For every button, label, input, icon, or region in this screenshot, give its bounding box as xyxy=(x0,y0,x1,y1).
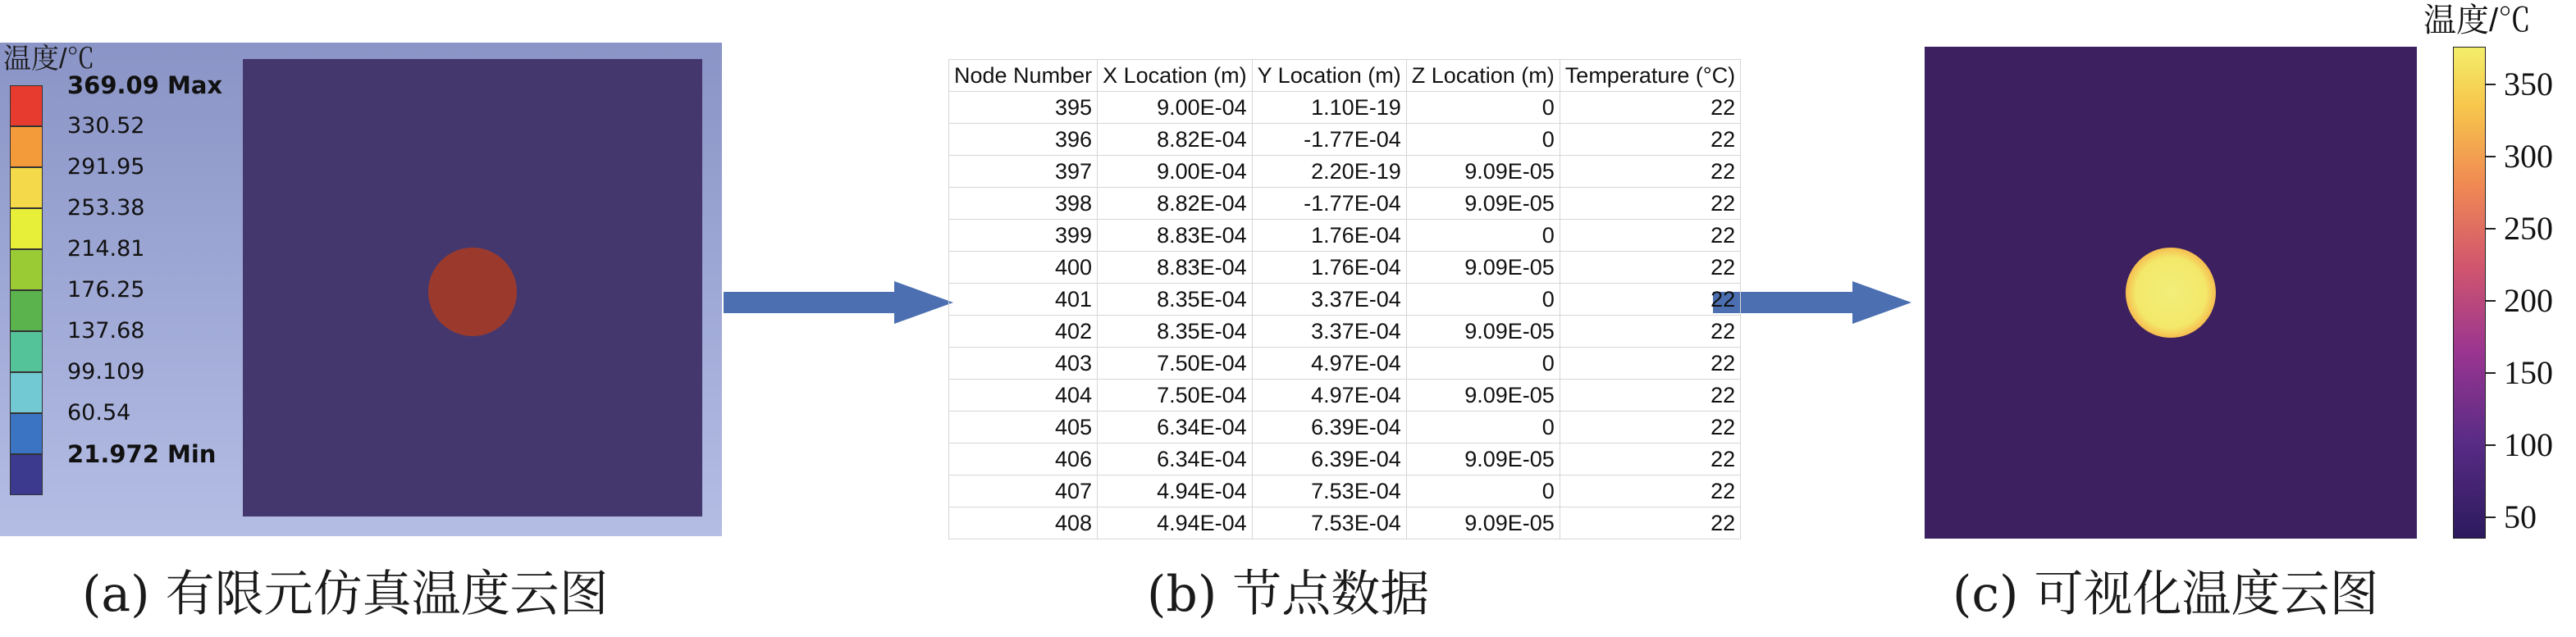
table-cell: 0 xyxy=(1406,220,1560,252)
table-cell: 22 xyxy=(1560,188,1740,220)
table-cell: 0 xyxy=(1406,124,1560,156)
table-cell: 6.34E-04 xyxy=(1098,444,1253,475)
column-header: Temperature (°C) xyxy=(1560,60,1740,92)
legend-label: 291.95 xyxy=(67,154,145,180)
table-cell: 0 xyxy=(1406,92,1560,124)
colorbar-tick-label: 250 xyxy=(2504,209,2553,247)
table-cell: 8.82E-04 xyxy=(1098,124,1253,156)
column-header: X Location (m) xyxy=(1098,60,1253,92)
legend-swatch xyxy=(10,413,43,454)
table-cell: 9.09E-05 xyxy=(1406,444,1560,475)
table-cell: 1.10E-19 xyxy=(1252,92,1406,124)
table-cell: 9.09E-05 xyxy=(1406,507,1560,539)
visualized-temperature-field xyxy=(1925,47,2417,539)
legend-swatch xyxy=(10,454,43,495)
colorbar-tick-label: 150 xyxy=(2504,353,2553,391)
colorbar-tick xyxy=(2486,84,2496,85)
table-cell: 22 xyxy=(1560,475,1740,507)
table-cell: 22 xyxy=(1560,380,1740,412)
visualized-hot-spot xyxy=(2126,248,2216,338)
table-cell: 8.35E-04 xyxy=(1098,284,1253,316)
table-cell: 7.53E-04 xyxy=(1252,475,1406,507)
table-cell: 0 xyxy=(1406,475,1560,507)
table-cell: 399 xyxy=(949,220,1098,252)
table-cell: 403 xyxy=(949,348,1098,380)
table-header-row xyxy=(949,60,1741,92)
legend-label: 176.25 xyxy=(67,277,145,303)
table-cell: -1.77E-04 xyxy=(1252,124,1406,156)
table-cell: 8.83E-04 xyxy=(1098,252,1253,284)
table-cell: 406 xyxy=(949,444,1098,475)
legend-swatch xyxy=(10,85,43,126)
legend-title: 温度/℃ xyxy=(3,43,95,75)
colorbar-title: 温度/℃ xyxy=(2423,2,2532,39)
table-cell: 9.00E-04 xyxy=(1098,92,1253,124)
table-cell: 7.50E-04 xyxy=(1098,348,1253,380)
table-row xyxy=(949,220,1741,252)
table-cell: 3.37E-04 xyxy=(1252,284,1406,316)
caption-c: (c) 可视化温度云图 xyxy=(1953,566,2379,623)
table-row xyxy=(949,156,1741,188)
legend-label: 369.09 Max xyxy=(67,71,223,99)
legend-label: 253.38 xyxy=(67,195,145,221)
table-cell: 9.00E-04 xyxy=(1098,156,1253,188)
table-cell: 400 xyxy=(949,252,1098,284)
colorbar-tick-label: 200 xyxy=(2504,281,2553,319)
table-cell: 22 xyxy=(1560,348,1740,380)
table-cell: 0 xyxy=(1406,348,1560,380)
colorbar-tick-label: 50 xyxy=(2504,498,2537,535)
table-cell: 405 xyxy=(949,412,1098,444)
legend-label: 99.109 xyxy=(67,359,145,384)
fea-temperature-field xyxy=(243,59,702,516)
table-cell: 8.35E-04 xyxy=(1098,316,1253,348)
legend-label: 214.81 xyxy=(67,236,145,262)
colorbar-tick xyxy=(2486,372,2496,374)
table-cell: 1.76E-04 xyxy=(1252,220,1406,252)
table-cell: 4.97E-04 xyxy=(1252,348,1406,380)
table-cell: 22 xyxy=(1560,220,1740,252)
table-row xyxy=(949,284,1741,316)
table-cell: 7.50E-04 xyxy=(1098,380,1253,412)
table-row xyxy=(949,316,1741,348)
table-row xyxy=(949,475,1741,507)
table-cell: 402 xyxy=(949,316,1098,348)
table-cell: 6.39E-04 xyxy=(1252,444,1406,475)
table-cell: 22 xyxy=(1560,156,1740,188)
legend-swatch xyxy=(10,372,43,413)
fea-hot-spot xyxy=(428,248,517,336)
table-cell: 4.97E-04 xyxy=(1252,380,1406,412)
table-row xyxy=(949,348,1741,380)
legend-swatch xyxy=(10,290,43,331)
legend-label: 21.972 Min xyxy=(67,440,217,468)
table-cell: 9.09E-05 xyxy=(1406,316,1560,348)
table-cell: 0 xyxy=(1406,284,1560,316)
table-cell: 408 xyxy=(949,507,1098,539)
column-header: Z Location (m) xyxy=(1406,60,1560,92)
legend-swatch xyxy=(10,167,43,208)
colorbar-tick-label: 350 xyxy=(2504,65,2553,102)
column-header: Y Location (m) xyxy=(1252,60,1406,92)
table-body xyxy=(949,92,1741,539)
table-cell: 7.53E-04 xyxy=(1252,507,1406,539)
table-cell: -1.77E-04 xyxy=(1252,188,1406,220)
table-row xyxy=(949,188,1741,220)
colorbar-tick-label: 100 xyxy=(2504,425,2553,463)
table-cell: 22 xyxy=(1560,412,1740,444)
table-cell: 395 xyxy=(949,92,1098,124)
table-cell: 22 xyxy=(1560,444,1740,475)
legend-swatch xyxy=(10,126,43,167)
table-cell: 8.82E-04 xyxy=(1098,188,1253,220)
table-cell: 22 xyxy=(1560,316,1740,348)
table-cell: 6.39E-04 xyxy=(1252,412,1406,444)
table-cell: 9.09E-05 xyxy=(1406,380,1560,412)
colorbar-tick-label: 300 xyxy=(2504,137,2553,175)
table-cell: 22 xyxy=(1560,284,1740,316)
table-cell: 22 xyxy=(1560,507,1740,539)
table-cell: 1.76E-04 xyxy=(1252,252,1406,284)
table-cell: 401 xyxy=(949,284,1098,316)
table-cell: 3.37E-04 xyxy=(1252,316,1406,348)
table-cell: 9.09E-05 xyxy=(1406,188,1560,220)
table-cell: 9.09E-05 xyxy=(1406,252,1560,284)
table-row xyxy=(949,380,1741,412)
table-cell: 0 xyxy=(1406,412,1560,444)
colorbar xyxy=(2453,47,2486,539)
table-row xyxy=(949,92,1741,124)
caption-b: (b) 节点数据 xyxy=(1147,566,1430,623)
colorbar-tick xyxy=(2486,156,2496,157)
colorbar-tick xyxy=(2486,228,2496,230)
colorbar-tick xyxy=(2486,300,2496,302)
legend-label: 330.52 xyxy=(67,113,145,139)
table-cell: 22 xyxy=(1560,92,1740,124)
table-cell: 9.09E-05 xyxy=(1406,156,1560,188)
table-cell: 22 xyxy=(1560,124,1740,156)
table-row xyxy=(949,507,1741,539)
table-cell: 4.94E-04 xyxy=(1098,475,1253,507)
legend-label: 137.68 xyxy=(67,318,145,344)
legend-swatch xyxy=(10,249,43,290)
node-data-table xyxy=(948,59,1741,539)
legend-swatch xyxy=(10,208,43,249)
caption-a: (a) 有限元仿真温度云图 xyxy=(82,566,609,623)
table-cell: 2.20E-19 xyxy=(1252,156,1406,188)
table-cell: 407 xyxy=(949,475,1098,507)
table-row xyxy=(949,252,1741,284)
table-cell: 404 xyxy=(949,380,1098,412)
legend-swatch xyxy=(10,331,43,372)
colorbar-tick xyxy=(2486,444,2496,446)
table-cell: 4.94E-04 xyxy=(1098,507,1253,539)
legend-label: 60.54 xyxy=(67,400,131,425)
table-row xyxy=(949,412,1741,444)
table-cell: 6.34E-04 xyxy=(1098,412,1253,444)
column-header: Node Number xyxy=(949,60,1098,92)
table-cell: 8.83E-04 xyxy=(1098,220,1253,252)
table-cell: 397 xyxy=(949,156,1098,188)
table-row xyxy=(949,124,1741,156)
table-cell: 398 xyxy=(949,188,1098,220)
table-row xyxy=(949,444,1741,475)
table-cell: 22 xyxy=(1560,252,1740,284)
colorbar-tick xyxy=(2486,516,2496,518)
table-cell: 396 xyxy=(949,124,1098,156)
